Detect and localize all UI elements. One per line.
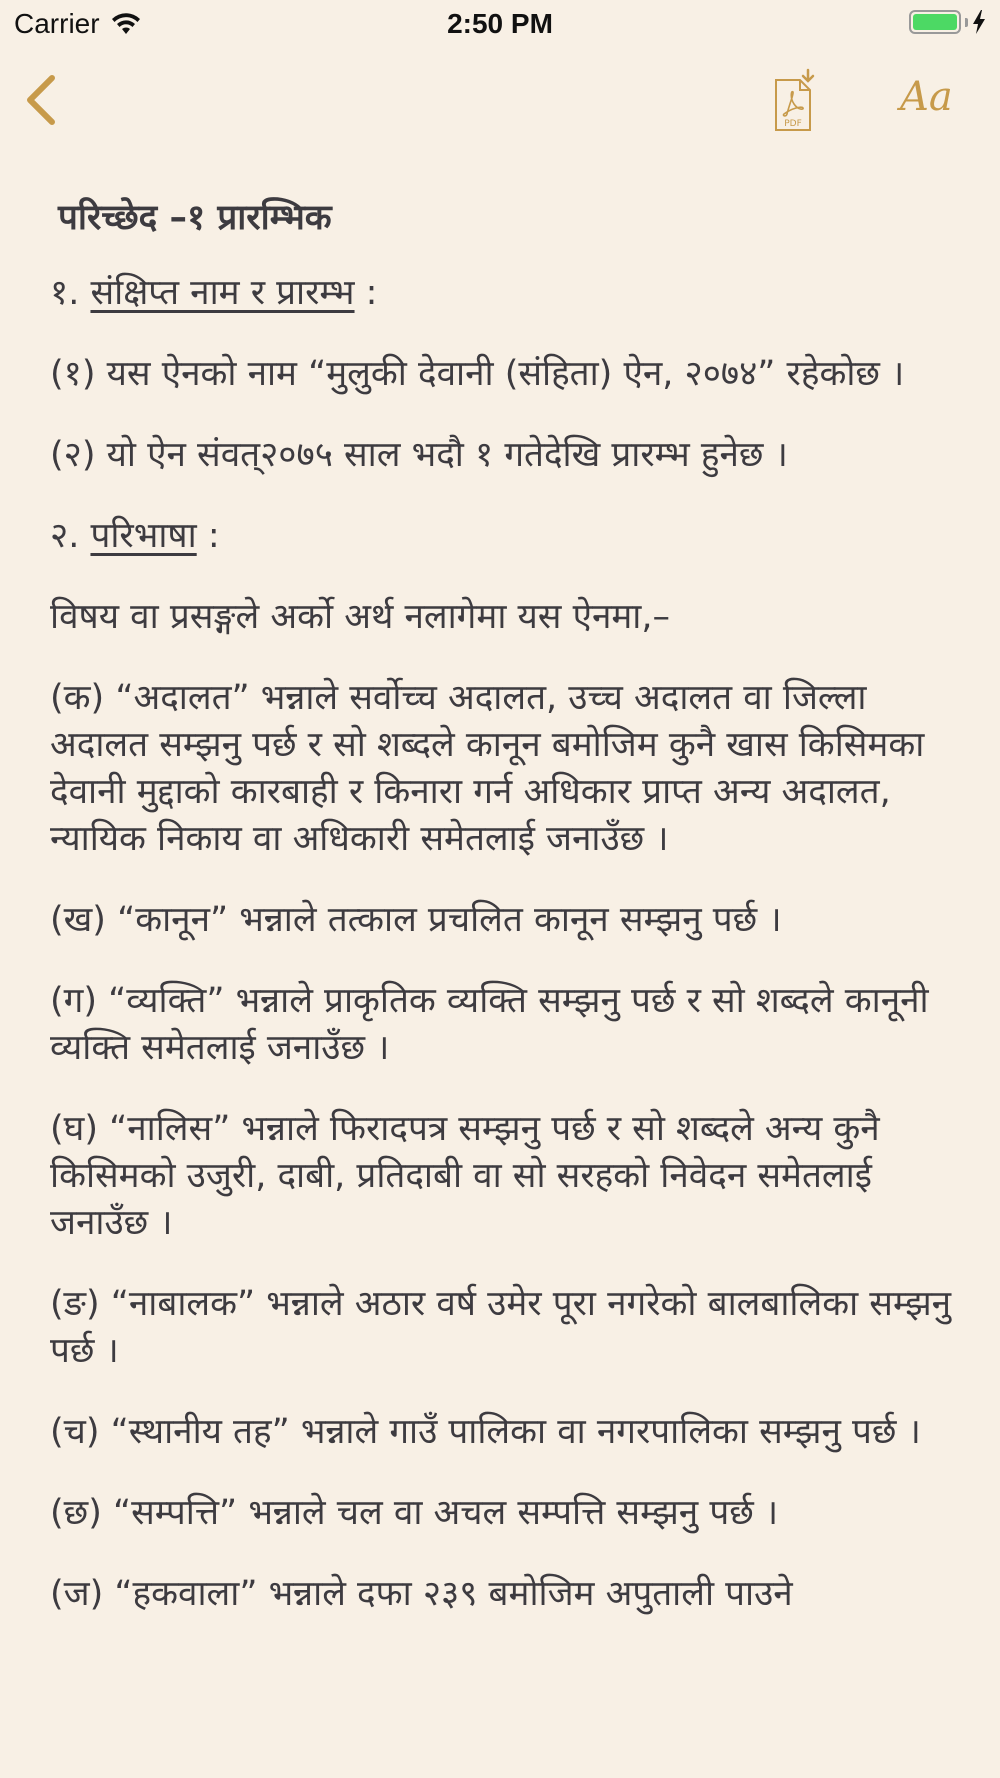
section-number: १. xyxy=(50,273,80,313)
nav-bar xyxy=(0,60,1000,140)
status-bar xyxy=(0,0,1000,50)
battery-fill xyxy=(913,14,957,30)
paragraph-3: विषय वा प्रसङ्गले अर्को अर्थ नलागेमा यस ऐनमा,– xyxy=(50,597,670,637)
definition-nga: (ङ) “नाबालक” भन्नाले अठार वर्ष उमेर पूरा नगरेको बालबालिका सम्झनु पर्छ । xyxy=(50,1284,952,1371)
definition-ja: (ज) “हकवाला” भन्नाले दफा २३९ बमोजिम अपुताली पाउने xyxy=(50,1574,793,1614)
definition-gha: (घ) “नालिस” भन्नाले फिरादपत्र सम्झनु पर्छ र सो शब्दले अन्य कुनै किसिमको उजुरी, दाबी, प्रतिदाबी वा सो सरहको निवेदन समेतलाई जनाउँछ । xyxy=(50,1109,880,1243)
paragraph-1: (१) यस ऐनको नाम “मुलुकी देवानी (संहिता) ऐन, २०७४” रहेकोछ । xyxy=(50,354,905,394)
battery-body xyxy=(909,10,961,34)
definition-ka: (क) “अदालत” भन्नाले सर्वोच्च अदालत, उच्च अदालत वा जिल्ला अदालत सम्झनु पर्छ र सो शब्दले कानून बमोजिम कुनै खास किसिमका देवानी मुद्दाको कारबाही र किनारा गर्न अधिकार प्राप्त अन्य अदालत, न्यायिक निकाय वा अधिकारी समेतलाई जनाउँछ । xyxy=(50,678,925,859)
status-time: 2:50 PM xyxy=(447,8,553,39)
charging-bolt-icon xyxy=(972,10,986,34)
chevron-left-icon xyxy=(22,70,62,130)
pdf-download-button[interactable] xyxy=(770,68,820,134)
back-button[interactable] xyxy=(22,70,72,130)
section-heading-2 xyxy=(50,513,970,560)
definition-ga: (ग) “व्यक्ति” भन्नाले प्राकृतिक व्यक्ति सम्झनु पर्छ र सो शब्दले कानूनी व्यक्ति समेतलाई जनाउँछ । xyxy=(50,981,929,1068)
chapter-title: परिच्छेद –१ प्रारम्भिक xyxy=(58,198,332,238)
section-heading-1 xyxy=(50,270,970,317)
battery-icon xyxy=(909,10,986,34)
definition-kha: (ख) “कानून” भन्नाले तत्काल प्रचलित कानून सम्झनु पर्छ । xyxy=(50,900,782,940)
section-title: संक्षिप्त नाम र प्रारम्भ xyxy=(90,273,355,313)
battery-tip xyxy=(965,18,968,27)
pdf-download-icon xyxy=(770,68,820,134)
font-size-button[interactable]: Aa xyxy=(900,74,953,120)
definition-chha: (छ) “सम्पत्ति” भन्नाले चल वा अचल सम्पत्ति सम्झनु पर्छ । xyxy=(50,1493,779,1533)
section-number: २. xyxy=(50,516,80,556)
carrier-label: Carrier xyxy=(14,8,100,39)
section-title: परिभाषा xyxy=(90,516,197,556)
article-content xyxy=(50,195,970,1652)
section-suffix: : xyxy=(196,516,220,556)
section-suffix: : xyxy=(354,273,378,313)
paragraph-2: (२) यो ऐन संवत्२०७५ साल भदौ १ गतेदेखि प्रारम्भ हुनेछ । xyxy=(50,435,788,475)
svg-text:PDF: PDF xyxy=(784,119,802,129)
definition-cha: (च) “स्थानीय तह” भन्नाले गाउँ पालिका वा नगरपालिका सम्झनु पर्छ । xyxy=(50,1412,921,1452)
